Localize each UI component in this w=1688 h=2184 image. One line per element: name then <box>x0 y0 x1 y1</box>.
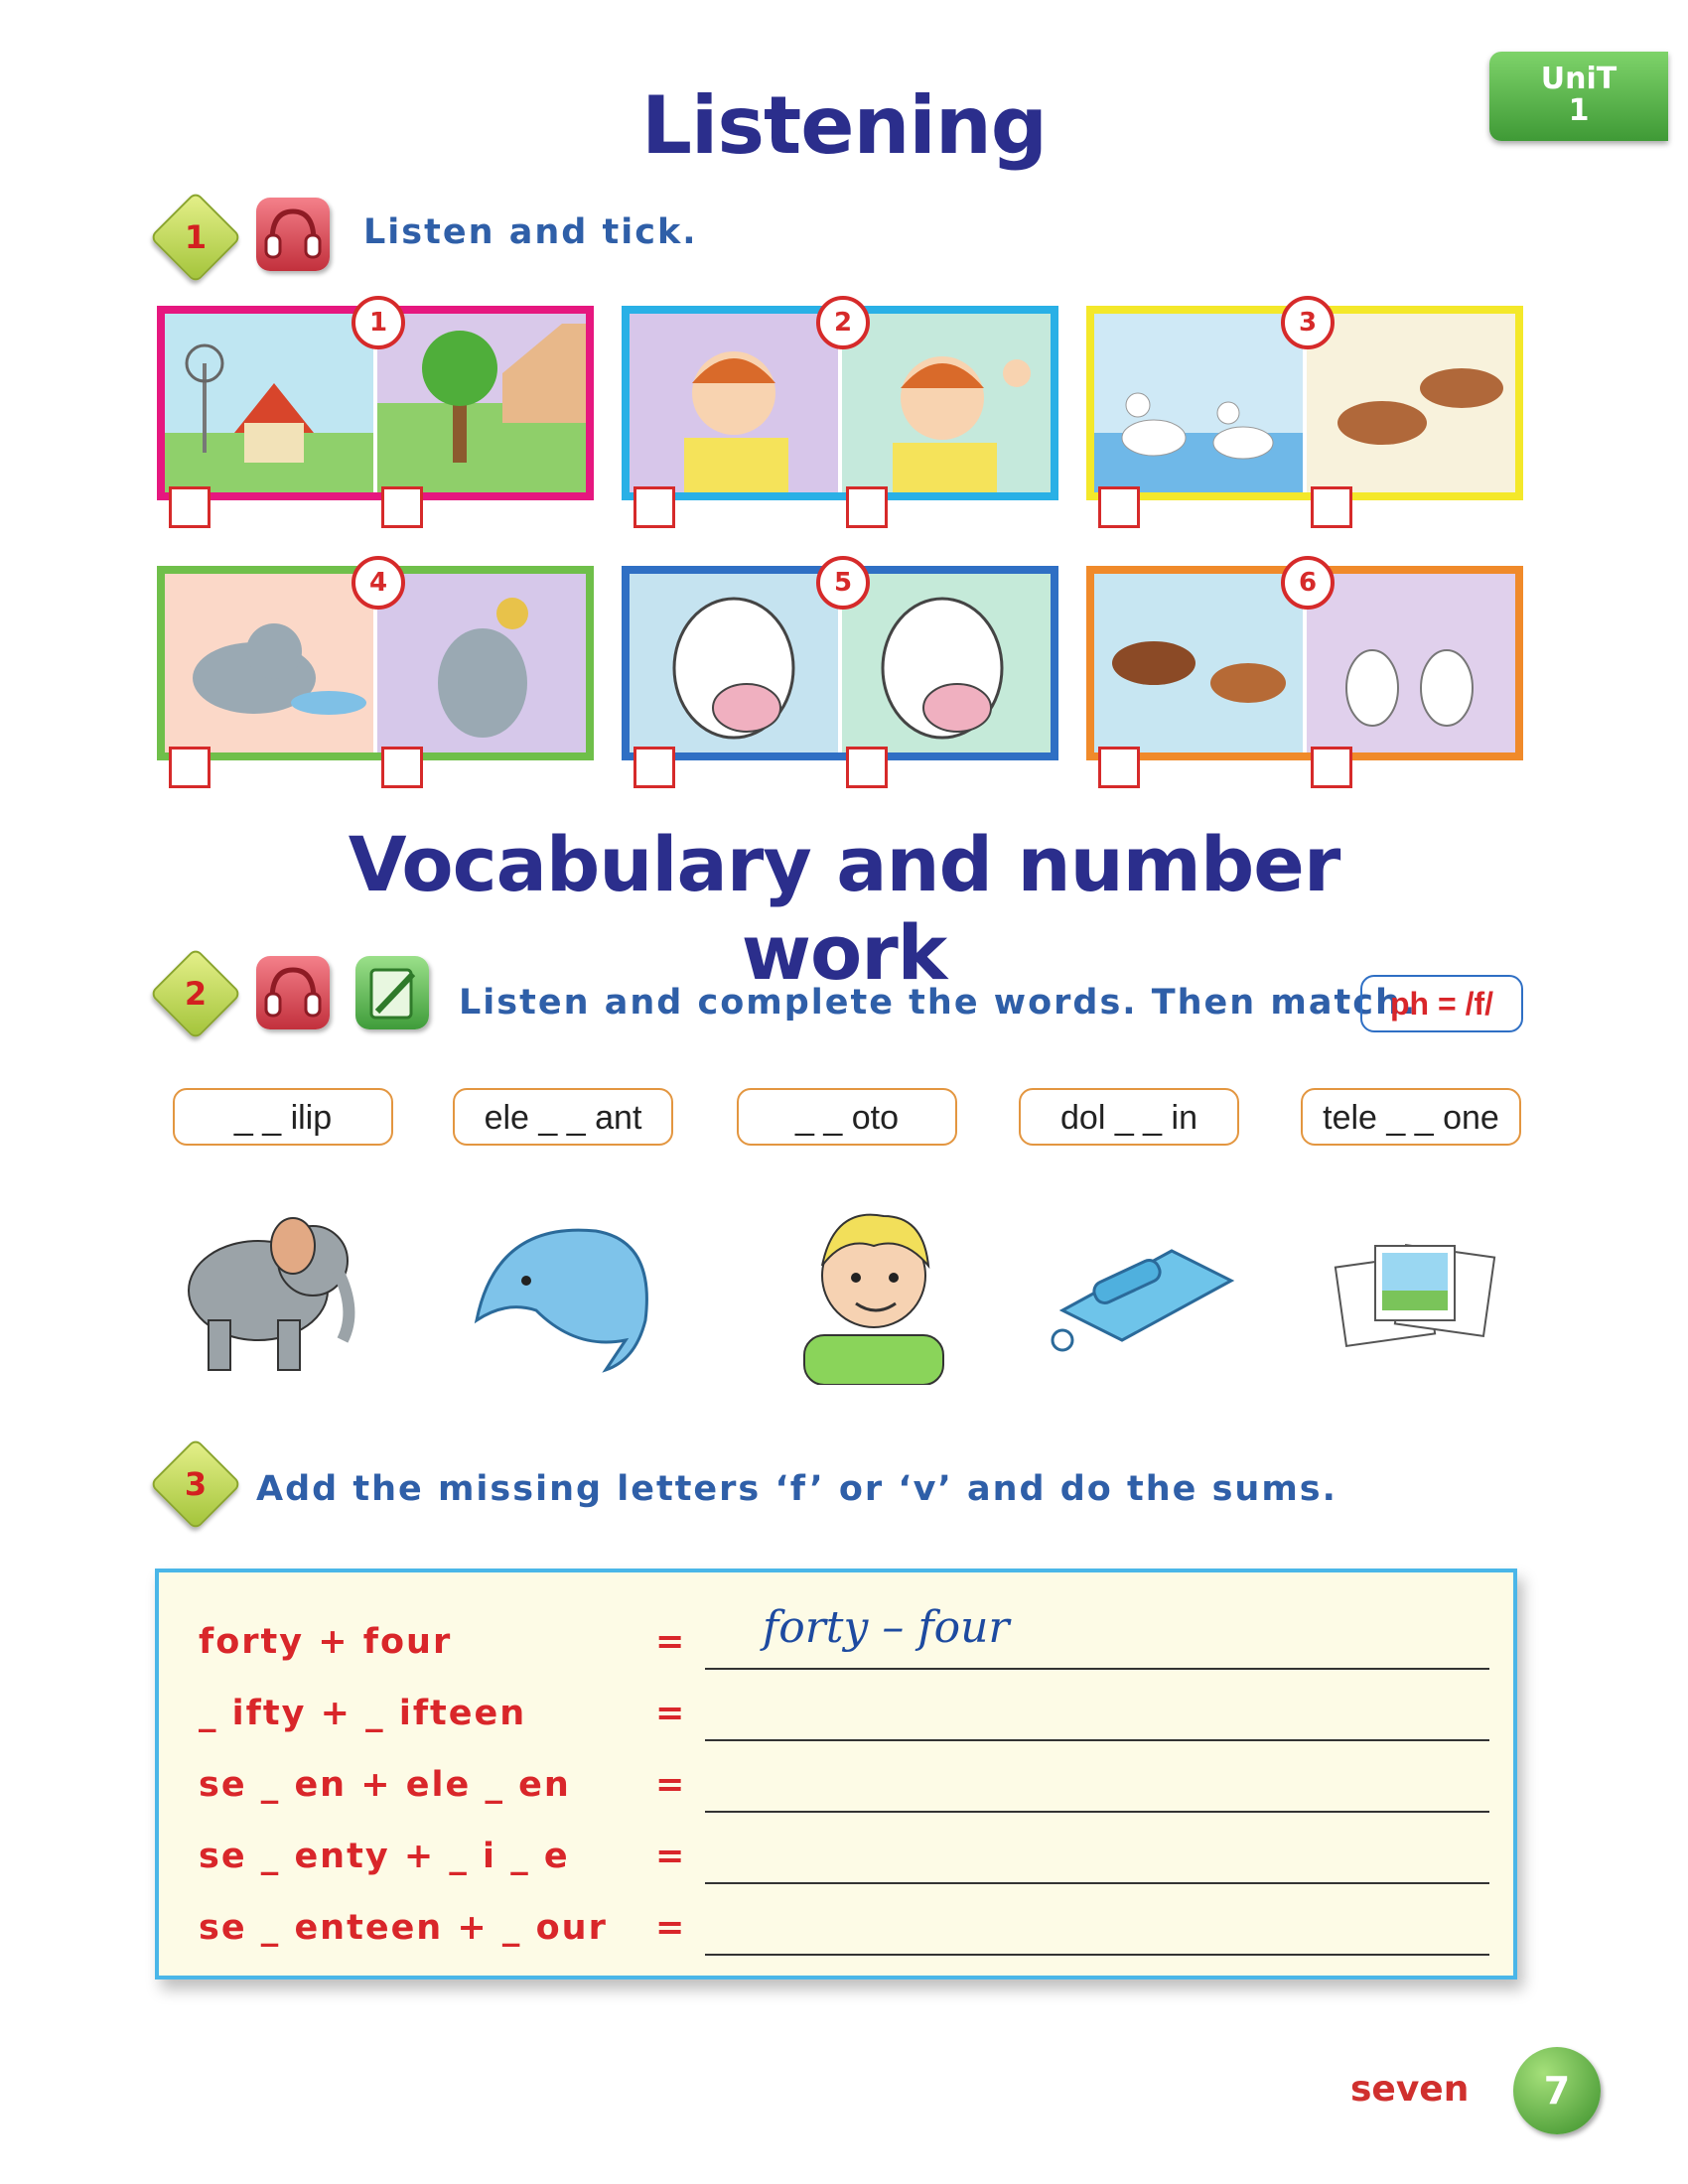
word-box-4[interactable]: dol _ _ in <box>1019 1088 1239 1146</box>
exercise-2-badge <box>163 961 228 1026</box>
equals-sign: = <box>655 1908 685 1948</box>
sum-row-4 <box>199 1837 1489 1896</box>
equals-sign: = <box>655 1765 685 1805</box>
tick-box-3b[interactable] <box>1311 486 1352 528</box>
pencil-icon <box>355 956 429 1029</box>
sum-row-5 <box>199 1908 1489 1968</box>
elephant-picture <box>169 1191 367 1380</box>
item-number-3: 3 <box>1281 296 1335 349</box>
equals-sign: = <box>655 1694 685 1733</box>
exercise-2-number: 2 <box>184 975 208 1013</box>
listening-title: Listening <box>640 79 1048 172</box>
answer-line[interactable] <box>705 1882 1489 1884</box>
exercise-2-instruction: Listen and complete the words. Then match. <box>459 983 1418 1023</box>
exercise-1-number: 1 <box>184 218 208 256</box>
vocabulary-title: Vocabulary and number work <box>348 820 1340 997</box>
phonics-hint-text: ph = /f/ <box>1390 986 1493 1022</box>
exercise-1-badge <box>163 205 228 270</box>
exercise-3-number: 3 <box>184 1465 208 1503</box>
tick-box-5a[interactable] <box>633 747 675 788</box>
tick-box-2a[interactable] <box>633 486 675 528</box>
page-number-word: seven <box>1350 2069 1470 2110</box>
unit-tab-label: UniT <box>1540 62 1618 96</box>
answer-line[interactable] <box>705 1811 1489 1813</box>
tick-box-6a[interactable] <box>1098 747 1140 788</box>
tick-box-6b[interactable] <box>1311 747 1352 788</box>
equals-sign: = <box>655 1837 685 1876</box>
sum-question: se _ enteen + _ our <box>199 1908 608 1948</box>
item-number-5: 5 <box>816 556 870 610</box>
exercise-3-instruction: Add the missing letters ‘f’ or ‘v’ and do the sums. <box>256 1469 1337 1509</box>
tick-box-3a[interactable] <box>1098 486 1140 528</box>
sum-row-1 <box>199 1602 1489 1682</box>
photos-picture <box>1331 1231 1499 1360</box>
sum-answer: forty – four <box>763 1602 1010 1653</box>
equals-sign: = <box>655 1622 685 1662</box>
exercise-1-instruction: Listen and tick. <box>363 212 698 252</box>
headphones-icon <box>256 956 330 1029</box>
unit-tab <box>1489 52 1668 141</box>
answer-line[interactable] <box>705 1739 1489 1741</box>
page-number-badge: 7 <box>1513 2047 1601 2134</box>
sum-question: forty + four <box>199 1622 453 1662</box>
sum-question: _ ifty + _ ifteen <box>199 1694 527 1733</box>
word-box-3[interactable]: _ _ oto <box>737 1088 957 1146</box>
sum-row-3 <box>199 1765 1489 1825</box>
unit-tab-number: 1 <box>1568 93 1590 128</box>
tick-box-4a[interactable] <box>169 747 211 788</box>
telephone-picture <box>1043 1231 1241 1360</box>
tick-box-1b[interactable] <box>381 486 423 528</box>
tick-box-4b[interactable] <box>381 747 423 788</box>
item-number-1: 1 <box>352 296 405 349</box>
tick-box-5b[interactable] <box>846 747 888 788</box>
phonics-hint-badge <box>1360 975 1523 1032</box>
item-number-2: 2 <box>816 296 870 349</box>
word-box-1[interactable]: _ _ ilip <box>173 1088 393 1146</box>
sum-question: se _ enty + _ i _ e <box>199 1837 570 1876</box>
headphones-icon <box>256 198 330 271</box>
word-box-5[interactable]: tele _ _ one <box>1301 1088 1521 1146</box>
answer-line[interactable] <box>705 1954 1489 1956</box>
dolphin-picture <box>457 1201 675 1380</box>
sum-question: se _ en + ele _ en <box>199 1765 571 1805</box>
sum-row-2 <box>199 1694 1489 1753</box>
tick-box-2b[interactable] <box>846 486 888 528</box>
tick-box-1a[interactable] <box>169 486 211 528</box>
answer-line[interactable] <box>705 1668 1489 1670</box>
item-number-4: 4 <box>352 556 405 610</box>
sums-box <box>155 1569 1517 1979</box>
exercise-3-badge <box>163 1451 228 1517</box>
item-number-6: 6 <box>1281 556 1335 610</box>
boy-picture <box>784 1186 963 1385</box>
word-box-2[interactable]: ele _ _ ant <box>453 1088 673 1146</box>
